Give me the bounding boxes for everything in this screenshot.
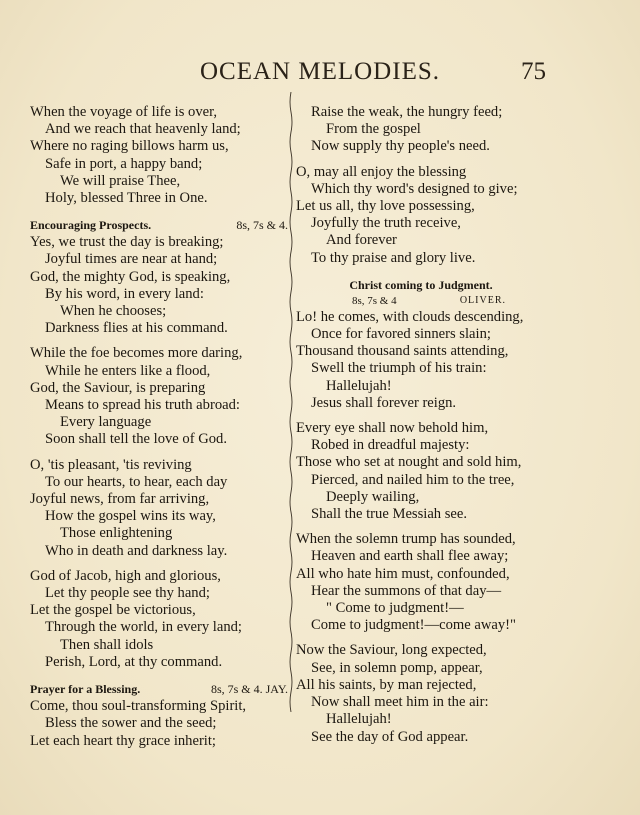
- verse-line: To our hearts, to hear, each day: [45, 473, 228, 490]
- verse-line: Hear the summons of that day—: [311, 582, 502, 599]
- verse-line: When the solemn trump has sounded,: [296, 531, 516, 548]
- verse-line: Heaven and earth shall flee away;: [311, 548, 509, 565]
- verse-line: God, the mighty God, is speaking,: [30, 268, 231, 285]
- verse-line: From the gospel: [326, 121, 421, 138]
- stanza: [296, 420, 546, 523]
- hymn-meter: 8s, 7s & 4.: [210, 682, 263, 697]
- verse-line: Means to spread his truth abroad:: [45, 397, 240, 414]
- hymn-meter: 8s, 7s & 4: [352, 294, 397, 307]
- verse-line: Now shall meet him in the air:: [311, 694, 489, 711]
- verse-line: Who in death and darkness lay.: [45, 542, 228, 559]
- verse-line: When the voyage of life is over,: [30, 104, 218, 120]
- stanza: [30, 698, 288, 750]
- verse-line: Now supply thy people's need.: [311, 138, 490, 155]
- hymn-heading: [30, 217, 288, 234]
- verse-line: Holy, blessed Three in One.: [45, 190, 208, 207]
- verse-line: Then shall idols: [60, 636, 154, 653]
- hymn-heading: [30, 681, 288, 698]
- verse-line: Hallelujah!: [326, 711, 392, 728]
- verse-line: Where no raging billows harm us,: [30, 138, 229, 155]
- stanza: [30, 104, 288, 207]
- column-divider: [288, 92, 294, 712]
- verse-line: Pierced, and nailed him to the tree,: [311, 471, 515, 488]
- stanza: [30, 568, 288, 671]
- verse-line: Bless the sower and the seed;: [45, 715, 217, 732]
- stanza: [30, 345, 288, 448]
- verse-line: Jesus shall forever reign.: [311, 394, 457, 411]
- hymn-title: Christ coming to Judgment.: [349, 277, 493, 292]
- verse-line: Come, thou soul-transforming Spirit,: [30, 698, 247, 715]
- stanza: [296, 531, 546, 634]
- verse-line: See the day of God appear.: [311, 728, 469, 745]
- verse-line: O, 'tis pleasant, 'tis reviving: [30, 456, 192, 473]
- verse-line: Yes, we trust the day is breaking;: [30, 234, 224, 251]
- verse-line: Let the gospel be victorious,: [30, 602, 196, 619]
- verse-line: Safe in port, a happy band;: [45, 155, 203, 172]
- verse-line: Deeply wailing,: [326, 488, 420, 505]
- stanza: [296, 164, 546, 267]
- verse-line: Once for favored sinners slain;: [311, 326, 491, 343]
- left-column: [30, 104, 288, 750]
- verse-line: Shall the true Messiah see.: [311, 506, 468, 523]
- verse-line: Perish, Lord, at thy command.: [45, 653, 223, 670]
- verse-line: Soon shall tell the love of God.: [45, 431, 227, 448]
- hymn-title: Prayer for a Blessing.: [30, 682, 141, 697]
- stanza: [296, 309, 546, 412]
- verse-line: All who hate him must, confounded,: [296, 565, 510, 582]
- verse-line: To thy praise and glory live.: [311, 249, 476, 266]
- verse-line: See, in solemn pomp, appear,: [311, 659, 483, 676]
- verse-line: Raise the weak, the hungry feed;: [311, 104, 503, 120]
- verse-line: Thousand thousand saints attending,: [296, 343, 509, 360]
- verse-line: Swell the triumph of his train:: [311, 360, 487, 377]
- verse-line: Joyfully the truth receive,: [311, 215, 461, 232]
- verse-line: Those who set at nought and sold him,: [296, 454, 522, 471]
- verse-line: While the foe becomes more daring,: [30, 345, 243, 362]
- verse-line: God of Jacob, high and glorious,: [30, 567, 221, 584]
- verse-line: When he chooses;: [60, 303, 167, 320]
- verse-line: Joyful news, from far arriving,: [30, 491, 210, 508]
- verse-line: And forever: [326, 232, 397, 249]
- verse-line: We will praise Thee,: [60, 172, 181, 189]
- verse-line: Come to judgment!—come away!": [311, 617, 516, 634]
- verse-line: Those enlightening: [60, 525, 173, 542]
- hymn-subheading: [296, 293, 546, 309]
- page-header: [0, 58, 640, 92]
- stanza: [296, 642, 546, 745]
- page-number: 75: [521, 58, 546, 85]
- verse-line: By his word, in every land:: [45, 285, 204, 302]
- verse-line: Joyful times are near at hand;: [45, 251, 218, 268]
- verse-line: Let thy people see thy hand;: [45, 585, 210, 602]
- stanza: [296, 104, 546, 156]
- verse-line: Lo! he comes, with clouds descending,: [296, 308, 524, 325]
- running-title: OCEAN MELODIES.: [200, 58, 440, 85]
- hymn-meter: 8s, 7s & 4.: [236, 218, 288, 233]
- verse-line: O, may all enjoy the blessing: [296, 163, 467, 180]
- verse-line: And we reach that heavenly land;: [45, 121, 241, 138]
- verse-line: While he enters like a flood,: [45, 362, 211, 379]
- verse-line: Let us all, thy love possessing,: [296, 198, 475, 215]
- verse-line: Hallelujah!: [326, 377, 392, 394]
- verse-line: Darkness flies at his command.: [45, 320, 228, 337]
- verse-line: All his saints, by man rejected,: [296, 676, 477, 693]
- stanza: [30, 234, 288, 337]
- verse-line: Let each heart thy grace inherit;: [30, 732, 216, 749]
- verse-line: How the gospel wins its way,: [45, 508, 216, 525]
- verse-line: Through the world, in every land;: [45, 619, 242, 636]
- verse-line: God, the Saviour, is preparing: [30, 379, 206, 396]
- verse-line: Robed in dreadful majesty:: [311, 437, 470, 454]
- verse-line: Now the Saviour, long expected,: [296, 642, 487, 659]
- hymn-tune: OLIVER.: [459, 294, 506, 306]
- verse-line: Every language: [60, 414, 152, 431]
- verse-line: " Come to judgment!—: [326, 600, 464, 617]
- right-column: [296, 104, 546, 746]
- verse-line: Which thy word's designed to give;: [311, 180, 518, 197]
- verse-line: Every eye shall now behold him,: [296, 420, 489, 437]
- stanza: [30, 457, 288, 560]
- hymn-tune: JAY.: [265, 682, 288, 697]
- hymn-title: Encouraging Prospects.: [30, 218, 152, 233]
